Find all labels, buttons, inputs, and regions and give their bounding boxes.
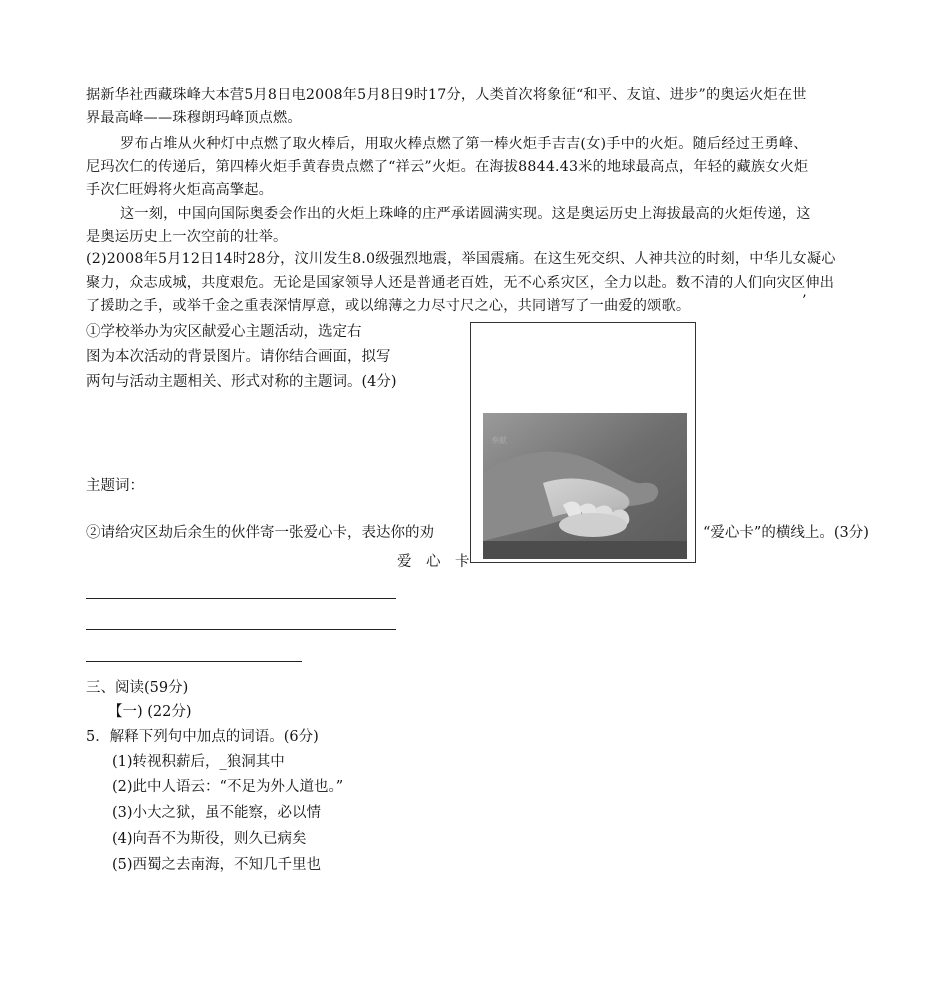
answer-line-2[interactable] bbox=[86, 629, 396, 630]
question5-item-3: (3)小大之狱，虽不能察，必以情 bbox=[112, 805, 322, 821]
theme-words-label: 主题词： bbox=[86, 478, 144, 494]
question5-item-4: (4)向吾不为斯役，则久已病矣 bbox=[112, 831, 307, 847]
background-photo-frame bbox=[470, 322, 696, 563]
question1-line3: 两句与活动主题相关、形式对称的主题词。(4分) bbox=[86, 374, 397, 390]
photo-watermark: 奉献 bbox=[491, 436, 507, 445]
hands-photo bbox=[483, 413, 687, 559]
passage-para2-line1: 罗布占堆从火种灯中点燃了取火棒后，用取火棒点燃了第一棒火炬手吉吉(女)手中的火炬。随后经过王勇峰、 bbox=[120, 136, 808, 152]
passage-para4-line2: 聚力，众志成城，共度艰危。无论是国家领导人还是普通老百姓，无不心系灾区，全力以赴。数不清的人们向灾区伸出 bbox=[86, 275, 835, 291]
question5-prompt: 5．解释下列句中加点的词语。(6分) bbox=[86, 729, 319, 745]
passage-para3-line1: 这一刻，中国向国际奥委会作出的火炬上珠峰的庄严承诺圆满实现。这是奥运历史上海拔最高的火炬传递，这 bbox=[120, 206, 811, 222]
passage-para3-line2: 是奥运历史上一次空前的壮举。 bbox=[86, 229, 288, 245]
question5-item-5: (5)西蜀之去南海，不知几千里也 bbox=[112, 857, 322, 873]
question2-text-left: ②请给灾区劫后余生的伙伴寄一张爱心卡，表达你的劝 bbox=[86, 525, 434, 541]
stray-mark: ’ bbox=[802, 293, 807, 309]
question5-item-2: (2)此中人语云：“不足为外人道也。” bbox=[112, 779, 344, 795]
question1-line1: ①学校举办为灾区献爱心主题活动，选定右 bbox=[86, 324, 362, 340]
passage-para1-line2: 界最高峰——珠穆朗玛峰顶点燃。 bbox=[86, 110, 302, 126]
passage-para2-line2: 尼玛次仁的传递后，第四棒火炬手黄春贵点燃了“祥云”火炬。在海拔8844.43米的地球最高点，年轻的藏族女火炬 bbox=[86, 159, 809, 175]
section3-heading: 三、阅读(59分) bbox=[86, 680, 189, 696]
love-card-title: 爱 心 卡 bbox=[397, 554, 470, 570]
passage-para4-line1: (2)2008年5月12日14时28分，汶川发生8.0级强烈地震，举国震痛。在这生死交织、人神共泣的时刻，中华儿女凝心 bbox=[86, 251, 836, 267]
answer-line-1[interactable] bbox=[86, 598, 396, 599]
question5-item-1: (1)转视积薪后，_狼洞其中 bbox=[112, 754, 285, 770]
answer-line-3[interactable] bbox=[86, 661, 302, 662]
section3-subheading: 【一) (22分) bbox=[108, 704, 192, 720]
passage-para2-line3: 手次仁旺姆将火炬高高擎起。 bbox=[86, 182, 274, 198]
question2-text-right: “爱心卡”的横线上。(3分) bbox=[703, 525, 869, 541]
question1-line2: 图为本次活动的背景图片。请你结合画面，拟写 bbox=[86, 349, 391, 365]
passage-para4-line3: 了援助之手，或举千金之重表深情厚意，或以绵薄之力尽寸尺之心，共同谱写了一曲爱的颂歌。 bbox=[86, 298, 691, 314]
passage-para1-line1: 据新华社西藏珠峰大本营5月8日电2008年5月8日9时17分，人类首次将象征“和平、友谊、进步”的奥运火炬在世 bbox=[86, 87, 807, 103]
